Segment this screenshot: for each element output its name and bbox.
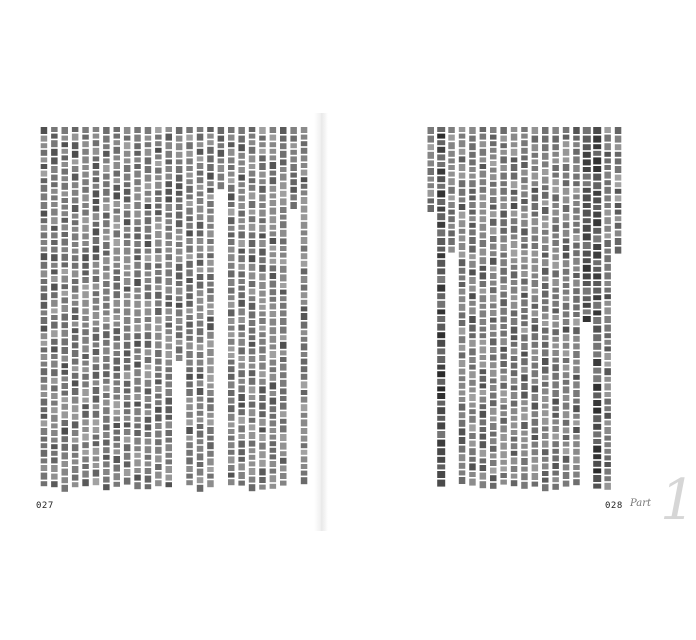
- text-column: [428, 127, 435, 212]
- text-column: [145, 127, 152, 489]
- text-column: [521, 127, 528, 489]
- text-column: [532, 127, 539, 487]
- left-page-number: 027: [36, 501, 54, 511]
- text-column: [573, 127, 580, 485]
- left-page: [22, 113, 312, 531]
- text-column: [166, 127, 173, 487]
- text-column: [259, 127, 266, 490]
- left-page-text-columns: [22, 113, 312, 493]
- text-column: [124, 127, 130, 485]
- text-column: [155, 127, 162, 486]
- text-column: [218, 127, 225, 189]
- text-column: [542, 127, 549, 491]
- text-column: [490, 127, 497, 489]
- book-spine: [314, 113, 328, 531]
- text-column: [270, 127, 277, 489]
- text-column: [563, 127, 570, 487]
- text-column: [238, 127, 245, 486]
- text-column: [480, 127, 487, 488]
- text-column: [615, 127, 622, 254]
- text-column: [93, 127, 100, 485]
- right-page-text-columns: [330, 113, 620, 493]
- text-column: [51, 127, 58, 487]
- text-column: [197, 127, 204, 492]
- text-column: [186, 127, 193, 485]
- text-column: [448, 127, 455, 253]
- text-column: [114, 127, 121, 487]
- text-column: [134, 127, 141, 489]
- text-column: [176, 127, 183, 361]
- text-column: [459, 127, 466, 484]
- text-column: [290, 127, 297, 209]
- text-column: [103, 127, 110, 490]
- text-column: [228, 127, 235, 485]
- text-column: [469, 127, 476, 486]
- text-column: [552, 127, 559, 490]
- text-column: [500, 127, 507, 485]
- text-column: [249, 127, 256, 491]
- text-column: [82, 127, 89, 486]
- text-column: [72, 127, 79, 487]
- part-label: Part: [630, 498, 652, 509]
- text-column: [301, 127, 308, 484]
- text-column: [62, 127, 69, 492]
- book-spread: [22, 113, 696, 533]
- text-column: [437, 127, 445, 487]
- right-page-number: 028: [605, 501, 623, 511]
- text-column: [280, 127, 287, 486]
- text-column: [207, 127, 214, 487]
- text-column: [41, 127, 48, 486]
- part-number-watermark: 1: [660, 468, 696, 533]
- text-column: [511, 127, 518, 486]
- text-column: [604, 127, 611, 490]
- right-page: [330, 113, 696, 533]
- text-column: [593, 127, 601, 489]
- text-column: [583, 127, 591, 322]
